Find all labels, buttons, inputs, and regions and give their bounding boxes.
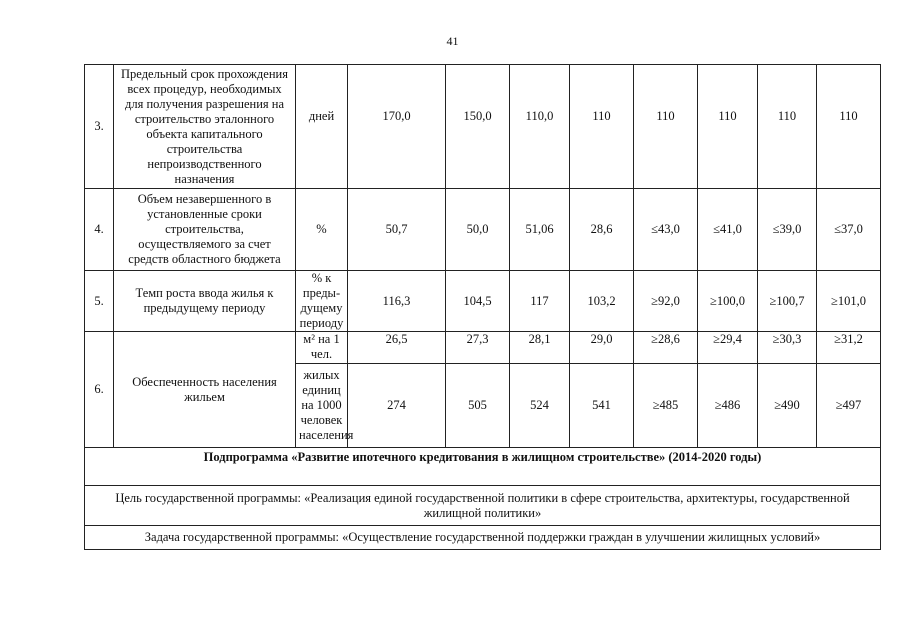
value-cell: 50,7 xyxy=(348,189,446,271)
value-cell: ≤43,0 xyxy=(634,189,698,271)
table-row xyxy=(85,448,881,486)
task-text: Задача государственной программы: «Осуществление государственной поддержки граждан в улучшении жилищных условий» xyxy=(85,526,881,550)
table-row xyxy=(85,271,881,332)
row-number: 5. xyxy=(85,271,114,332)
value-cell: ≥497 xyxy=(817,364,881,448)
subprogram-title: Подпрограмма «Развитие ипотечного кредитования в жилищном строительстве» (2014-2020 годы) xyxy=(85,448,881,486)
table-row xyxy=(85,486,881,526)
value-cell: 26,5 xyxy=(348,332,446,364)
value-cell: 27,3 xyxy=(446,332,510,364)
value-cell: ≥100,0 xyxy=(698,271,758,332)
table-row xyxy=(85,65,881,189)
unit-cell: % xyxy=(296,189,348,271)
value-cell: 117 xyxy=(510,271,570,332)
value-cell: ≥31,2 xyxy=(817,332,881,364)
value-cell: 110 xyxy=(698,65,758,189)
row-number: 6. xyxy=(85,332,114,448)
value-cell: 170,0 xyxy=(348,65,446,189)
value-cell: 110 xyxy=(570,65,634,189)
table-row xyxy=(85,189,881,271)
indicators-table xyxy=(84,64,881,550)
value-cell: 110,0 xyxy=(510,65,570,189)
unit-cell: дней xyxy=(296,65,348,189)
value-cell: 110 xyxy=(634,65,698,189)
row-number: 4. xyxy=(85,189,114,271)
value-cell: 51,06 xyxy=(510,189,570,271)
value-cell: ≥490 xyxy=(758,364,817,448)
value-cell: ≥28,6 xyxy=(634,332,698,364)
indicator-name: Обеспеченность населения жильем xyxy=(114,332,296,448)
page-number: 41 xyxy=(446,34,459,48)
value-cell: 110 xyxy=(817,65,881,189)
value-cell: ≤39,0 xyxy=(758,189,817,271)
table-row xyxy=(85,332,881,364)
value-cell: 116,3 xyxy=(348,271,446,332)
value-cell: 524 xyxy=(510,364,570,448)
unit-cell: жилых единиц на 1000 человек населения xyxy=(296,364,348,448)
goal-text: Цель государственной программы: «Реализация единой государственной политики в сфере строительства, архитектуры, государственной жилищной политики» xyxy=(85,486,881,526)
value-cell: 103,2 xyxy=(570,271,634,332)
row-number: 3. xyxy=(85,65,114,189)
value-cell: ≥100,7 xyxy=(758,271,817,332)
value-cell: 29,0 xyxy=(570,332,634,364)
indicator-name: Предельный срок прохождения всех процедур, необходимых для получения разрешения на строительство эталонного объекта капитального строительства непроизводственного назначения xyxy=(114,65,296,189)
value-cell: ≥101,0 xyxy=(817,271,881,332)
unit-cell: % к преды-дущему периоду xyxy=(296,271,348,332)
indicator-name: Темп роста ввода жилья к предыдущему периоду xyxy=(114,271,296,332)
value-cell: ≥92,0 xyxy=(634,271,698,332)
value-cell: 28,1 xyxy=(510,332,570,364)
value-cell: ≥30,3 xyxy=(758,332,817,364)
value-cell: ≥29,4 xyxy=(698,332,758,364)
value-cell: 104,5 xyxy=(446,271,510,332)
value-cell: 50,0 xyxy=(446,189,510,271)
value-cell: ≥485 xyxy=(634,364,698,448)
value-cell: 150,0 xyxy=(446,65,510,189)
table-row xyxy=(85,526,881,550)
value-cell: ≥486 xyxy=(698,364,758,448)
value-cell: 28,6 xyxy=(570,189,634,271)
value-cell: ≤41,0 xyxy=(698,189,758,271)
value-cell: 274 xyxy=(348,364,446,448)
value-cell: 541 xyxy=(570,364,634,448)
value-cell: 110 xyxy=(758,65,817,189)
value-cell: 505 xyxy=(446,364,510,448)
unit-cell: м² на 1 чел. xyxy=(296,332,348,364)
indicator-name: Объем незавершенного в установленные сроки строительства, осуществляемого за счет средств областного бюджета xyxy=(114,189,296,271)
value-cell: ≤37,0 xyxy=(817,189,881,271)
